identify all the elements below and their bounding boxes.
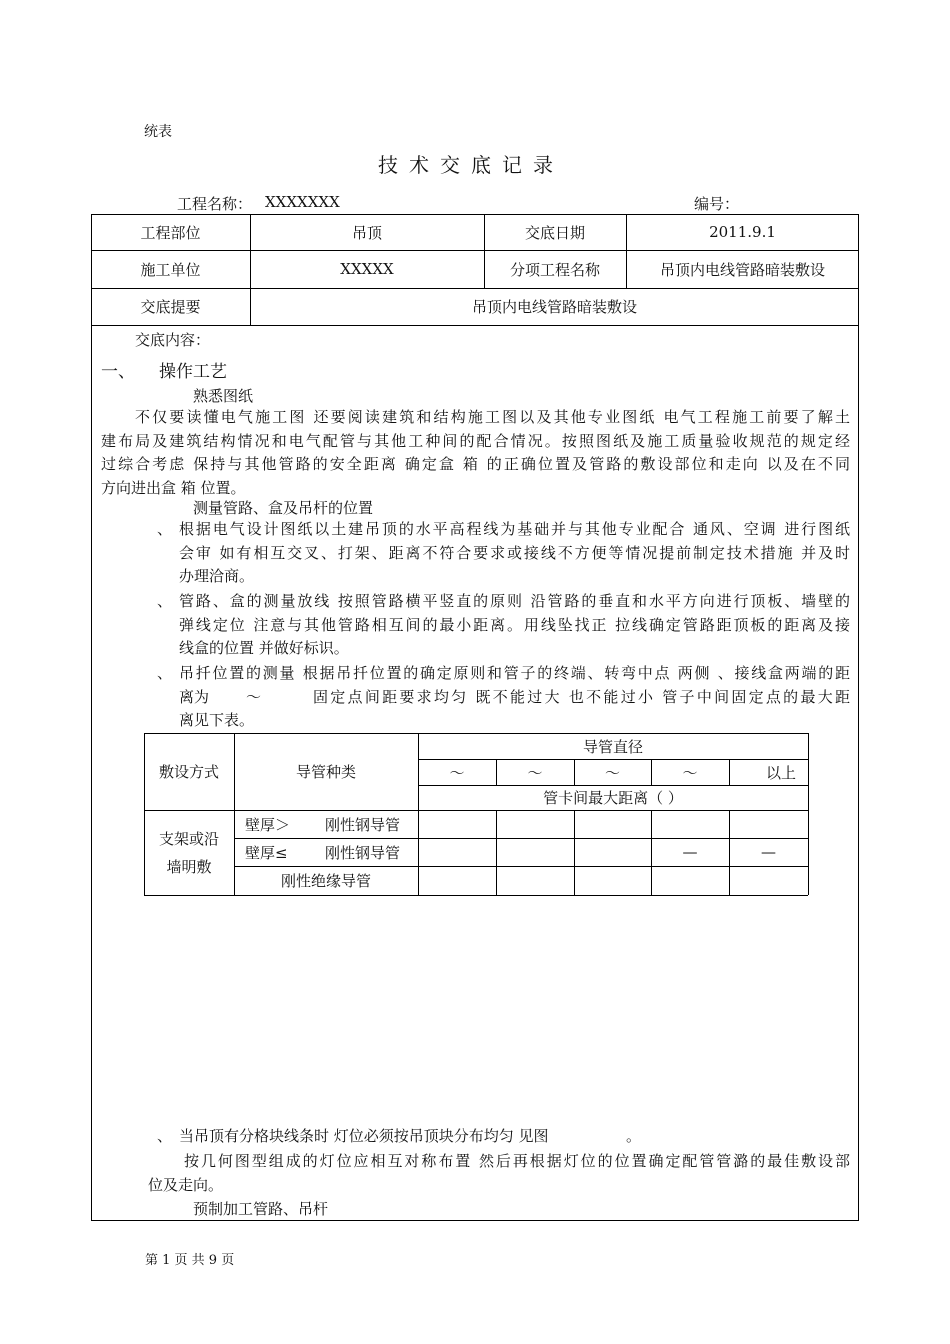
diameter-range: ～: [604, 763, 620, 782]
rule: [144, 895, 808, 896]
col-method-header: 敷设方式: [158, 763, 219, 781]
list-item-line: 固定点间距要求均匀 既不能过大 也不能过小 管子中间固定点的最大距: [313, 687, 850, 706]
col-type-header: 导管种类: [295, 763, 356, 781]
row-type-b: 刚性绝缘导管: [280, 872, 371, 890]
method-line: 墙明敷: [166, 857, 212, 876]
table-cell: [729, 866, 808, 895]
table-cell: [496, 866, 574, 895]
list-item-line: 线盒的位置 并做好标识。: [179, 639, 349, 657]
dept-label: 工程部位: [140, 223, 201, 242]
continued-note: 统表: [144, 124, 172, 140]
subproject-label: 分项工程名称: [509, 260, 600, 279]
section-title: 操作工艺: [159, 362, 227, 382]
list-item-line: 离为: [179, 687, 210, 706]
list-item-line: 弹线定位 注意与其他管路相互间的最小距离。用线坠找正 拉线确定管路距顶板的距离及接: [179, 615, 850, 634]
page-title: 技术交底记录: [378, 153, 564, 177]
table-cell: —: [682, 843, 698, 861]
table-cell: —: [761, 843, 776, 861]
rule: [808, 733, 809, 895]
subsection-title: 熟悉图纸: [193, 387, 254, 405]
rule: [91, 325, 859, 326]
list-item-line: 管路、盒的测量放线 按照管路横平竖直的原则 沿管路的垂直和水平方向进行顶板、墙壁的: [179, 592, 850, 610]
max-distance-header: 管卡间最大距离（ ）: [543, 789, 683, 807]
diameter-range: ～: [682, 763, 698, 782]
date-label: 交底日期: [524, 223, 585, 242]
table-cell: [418, 838, 496, 866]
summary-value: 吊顶内电线管路暗装敷设: [471, 298, 637, 316]
list-item-line: ～: [246, 687, 262, 706]
method-cell: [144, 810, 234, 895]
row-type-a: 壁厚＞: [245, 815, 291, 834]
list-item-line: 根据电气设计图纸以土建吊顶的水平高程线为基础并与其他专业配合 通风、空调 进行图纸: [179, 520, 850, 538]
row-type-b: 刚性钢导管: [325, 843, 401, 862]
table-cell: [651, 866, 729, 895]
unit-value: XXXXX: [340, 260, 394, 278]
subproject-value: 吊顶内电线管路暗装敷设: [659, 260, 825, 279]
dept-value: 吊顶: [351, 223, 382, 242]
table-cell: [574, 810, 651, 838]
paragraph-line: 不仅要读懂电气施工图 还要阅读建筑和结构施工图以及其他专业图纸 电气工程施工前要了解土: [135, 408, 850, 426]
subsection-title: 预制加工管路、吊杆: [193, 1200, 329, 1218]
list-item-line: 当吊顶有分格块线条时 灯位必须按吊顶块分布均匀 见图: [179, 1127, 549, 1145]
date-value: 2011.9.1: [709, 223, 776, 241]
subsection-title: 测量管路、盒及吊杆的位置: [193, 499, 374, 517]
content-label: 交底内容：: [135, 331, 211, 349]
serial-label: 编号：: [694, 195, 740, 213]
project-name-label: 工程名称：: [177, 195, 253, 213]
paragraph-line: 过综合考虑 保持与其他管路的安全距离 确定盒 箱 的正确位置及管路的敷设部位和走向 以及在不同: [101, 455, 850, 473]
table-cell: [496, 810, 574, 838]
table-cell: [651, 810, 729, 838]
method-line: 支架或沿: [158, 829, 219, 848]
spacing-table: [144, 733, 808, 895]
paragraph-line: 建布局及建筑结构情况和电气配管与其他工种间的配合情况。按照图纸及施工质量验收规范的规定经: [101, 431, 850, 450]
list-mark: 、: [157, 1127, 173, 1145]
page-number: 第 1 页 共 9 页: [145, 1253, 235, 1268]
row-type-b: 刚性钢导管: [325, 815, 401, 834]
row-type-a: 壁厚≤: [245, 843, 288, 862]
list-mark: 、: [157, 592, 173, 610]
table-cell: [574, 838, 651, 866]
table-cell: [418, 866, 496, 895]
list-mark: 、: [157, 664, 173, 682]
project-name-value: XXXXXXX: [265, 193, 340, 211]
diameter-range: 以上: [765, 763, 796, 782]
col-diameter-header: 导管直径: [582, 737, 643, 756]
paragraph-line: 方向进出盒 箱 位置。: [101, 478, 246, 497]
list-mark: 、: [157, 520, 173, 538]
table-cell: [729, 810, 808, 838]
list-item-line: 会审 如有相互交叉、打架、距离不符合要求或接线不方便等情况提前制定技术措施 并及时: [179, 543, 850, 562]
list-item-line: 离见下表。: [179, 711, 255, 729]
list-item-line: 。: [626, 1127, 642, 1145]
section-number: 一、: [101, 362, 135, 382]
diameter-range: ～: [527, 763, 543, 782]
table-cell: [574, 866, 651, 895]
table-cell: [418, 810, 496, 838]
table-cell: [496, 838, 574, 866]
summary-label: 交底提要: [140, 298, 201, 316]
paragraph-line: 按几何图型组成的灯位应相互对称布置 然后再根据灯位的位置确定配管管潞的最佳敷设部: [184, 1152, 850, 1170]
diameter-range: ～: [449, 763, 465, 782]
list-item-line: 吊扦位置的测量 根据吊扦位置的确定原则和管子的终端、转弯中点 两侧 、接线盒两端的距: [179, 664, 850, 682]
paragraph-line: 位及走向。: [148, 1175, 224, 1194]
unit-label: 施工单位: [140, 260, 201, 279]
list-item-line: 办理洽商。: [179, 567, 255, 585]
